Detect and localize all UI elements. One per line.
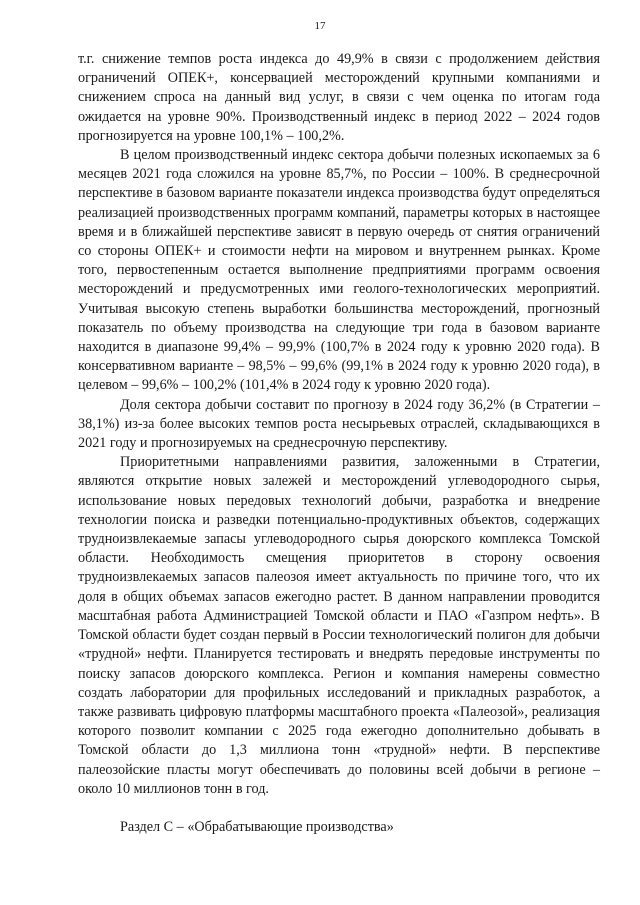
section-heading: Раздел С – «Обрабатывающие производства» bbox=[120, 818, 394, 835]
paragraph-1: т.г. снижение темпов роста индекса до 49,9% в связи с продолжением действия ограничений ОПЕК+, консервацией месторождений крупными компаниями и снижением спроса на данный вид услуг, в связи с чем оценка по итогам года ожидается на уровне 90%. Производственный индекс в период 2022 – 2024 годов прогнозируется на уровне 100,1% – 100,2%. bbox=[78, 51, 600, 144]
document-body bbox=[78, 50, 600, 837]
paragraph-4: Приоритетными направлениями развития, заложенными в Стратегии, являются открытие новых залежей и месторождений углеводородного сырья, использование новых передовых технологий добычи, разработка и внедрение технологии поиска и разведки потенциально-продуктивных объектов, содержащих трудноизвлекаемые запасы углеводородного сырья доюрского комплекса Томской области. Необходимость смещения приоритетов в сторону освоения трудноизвлекаемых запасов палеозоя имеет актуальность по причине того, что их доля в общих объемах запасов ежегодно растет. В данном направлении проводится масштабная работа Администрацией Томской области и ПАО «Газпром нефть». В Томской области будет создан первый в России технологический полигон для добычи «трудной» нефти. Планируется тестировать и внедрять передовые инструменты по поиску запасов доюрского комплекса. Регион и компания намерены совместно создать лаборатории для профильных исследований и прикладных разработок, а также развивать цифровую платформы масштабного проекта «Палеозой», реализация которого позволит компании с 2025 года ежегодно дополнительно добывать в Томской области до 1,3 миллиона тонн «трудной» нефти. В перспективе палеозойские пласты могут обеспечивать до половины всей добычи в регионе – около 10 миллионов тонн в год. bbox=[78, 454, 600, 797]
page-number: 17 bbox=[314, 20, 326, 32]
paragraph-2: В целом производственный индекс сектора добычи полезных ископаемых за 6 месяцев 2021 года сложился на уровне 85,7%, по России – 100%. В среднесрочной перспективе в базовом варианте показатели индекса производства будут определяться реализацией производственных программ компаний, параметры которых в настоящее время и в ближайшей перспективе зависят в первую очередь от снятия ограничений со стороны ОПЕК+ и стоимости нефти на мировом и внутреннем рынках. Кроме того, первостепенным остается выполнение предприятиями программ освоения месторождений и предусмотренных ими геолого-технологических мероприятий. Учитывая высокую степень выработки большинства месторождений, прогнозный показатель по объему производства на следующие три года в базовом варианте находится в диапазоне 99,4% – 99,9% (100,7% в 2024 году к уровню 2020 года). В консервативном варианте – 98,5% – 99,6% (99,1% в 2024 году к уровню 2020 года), в целевом – 99,6% – 100,2% (101,4% в 2024 году к уровню 2020 года). bbox=[78, 147, 600, 394]
paragraph-3: Доля сектора добычи составит по прогнозу в 2024 году 36,2% (в Стратегии – 38,1%) из-за более высоких темпов роста несырьевых отраслей, складывающихся в 2021 году и прогнозируемых на среднесрочную перспективу. bbox=[78, 396, 600, 452]
